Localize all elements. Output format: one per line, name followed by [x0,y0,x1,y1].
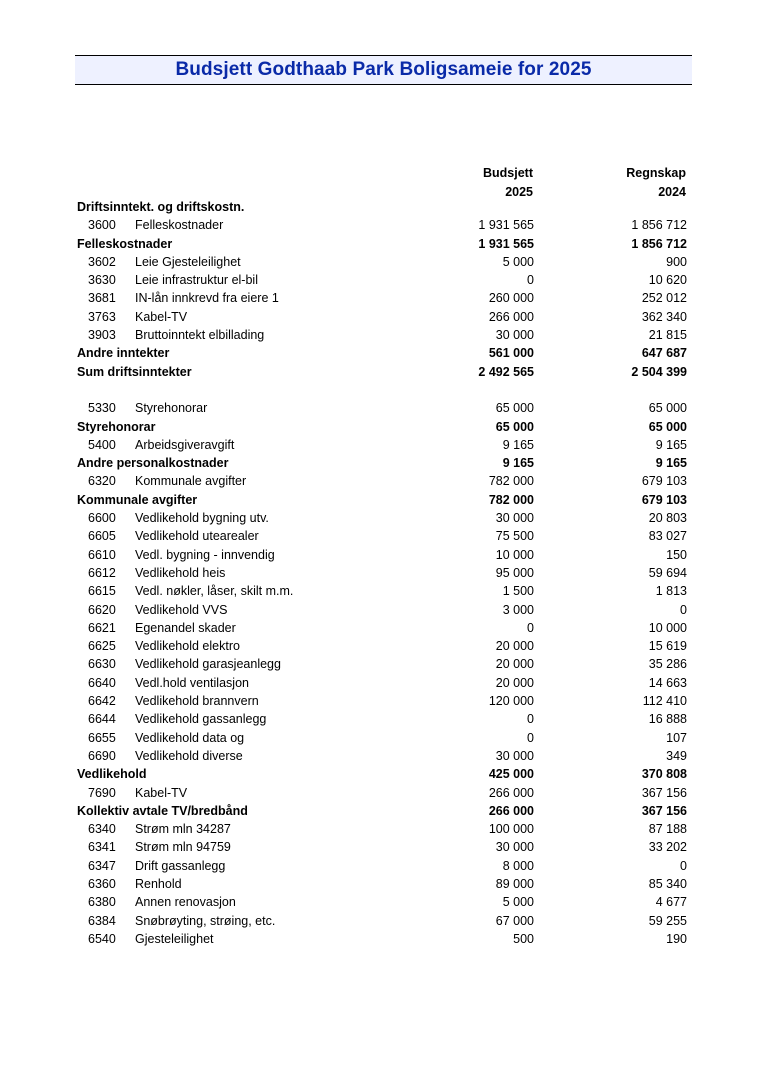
account-label: Felleskostnader [135,218,224,233]
account-label: Vedl. bygning - innvendig [135,547,275,562]
table-row [0,838,769,856]
account-label: Vedlikehold [77,767,147,782]
table-row [0,784,769,802]
table-row [0,692,769,710]
table-row [0,253,769,271]
actual-2024-value: 370 808 [641,767,687,782]
account-label: Styrehonorar [77,419,156,434]
account-label: Vedlikehold utearealer [135,529,259,544]
budget-2025-value: 20 000 [495,675,534,690]
account-label: Andre inntekter [77,346,170,361]
account-code: 6642 [88,694,116,709]
actual-2024-value: 9 165 [655,456,687,471]
account-code: 3681 [88,291,116,306]
account-label: Vedlikehold VVS [135,602,228,617]
account-code: 7690 [88,785,116,800]
table-row [0,820,769,838]
actual-2024-value: 21 815 [648,328,687,343]
account-code: 3763 [88,309,116,324]
account-label: Renhold [135,876,182,891]
account-label: Leie infrastruktur el-bil [135,273,258,288]
account-label: Annen renovasjon [135,895,236,910]
account-label: Vedlikehold heis [135,565,226,580]
account-label: Styrehonorar [135,401,208,416]
account-label: Kommunale avgifter [77,492,198,507]
budget-2025-value: 67 000 [495,913,534,928]
budget-2025-value: 266 000 [488,309,534,324]
actual-2024-value: 647 687 [641,346,687,361]
budget-table [0,198,769,948]
account-code: 6340 [88,822,116,837]
account-label: Sum driftsinntekter [77,364,192,379]
budget-column-label: Budsjett [483,166,533,180]
actual-2024-value: 20 803 [648,511,687,526]
actual-2024-value: 679 103 [641,474,687,489]
account-label: Kabel-TV [135,309,188,324]
actual-2024-value: 150 [666,547,687,562]
budget-2025-value: 5 000 [502,895,534,910]
actual-column-year: 2024 [658,185,686,199]
account-label: Strøm mln 34287 [135,822,231,837]
actual-2024-value: 349 [666,748,687,763]
spacer-row [0,381,769,399]
table-row [0,582,769,600]
actual-2024-value: 367 156 [641,803,687,818]
table-row [0,289,769,307]
account-label: Vedlikehold garasjeanlegg [135,657,281,672]
account-label: Vedlikehold gassanlegg [135,712,267,727]
table-row [0,674,769,692]
subtotal-row [0,491,769,509]
account-code: 3600 [88,218,116,233]
budget-2025-value: 0 [527,620,534,635]
actual-2024-value: 367 156 [641,785,687,800]
table-row [0,747,769,765]
table-row [0,546,769,564]
actual-2024-value: 112 410 [642,694,687,709]
actual-2024-value: 1 813 [655,584,687,599]
account-label: Andre personalkostnader [77,456,229,471]
budget-2025-value: 0 [527,273,534,288]
actual-2024-value: 252 012 [641,291,687,306]
budget-2025-value: 5 000 [502,254,534,269]
budget-2025-value: 500 [513,931,534,946]
account-label: Drift gassanlegg [135,858,226,873]
actual-2024-value: 59 694 [648,565,687,580]
budget-2025-value: 561 000 [488,346,534,361]
actual-2024-value: 35 286 [648,657,687,672]
table-row [0,509,769,527]
budget-2025-value: 95 000 [495,565,534,580]
account-code: 6690 [88,748,116,763]
account-label: Vedlikehold elektro [135,639,240,654]
actual-2024-value: 1 856 712 [631,236,687,251]
account-code: 6600 [88,511,116,526]
account-label: Kollektiv avtale TV/bredbånd [77,803,248,818]
actual-2024-value: 4 677 [655,895,687,910]
account-code: 6341 [88,840,116,855]
account-label: Gjesteleilighet [135,931,214,946]
budget-2025-value: 30 000 [495,328,534,343]
account-code: 6621 [88,620,116,635]
subtotal-row [0,418,769,436]
budget-2025-value: 100 000 [488,822,534,837]
actual-2024-value: 33 202 [648,840,687,855]
account-label: Vedlikehold brannvern [135,694,259,709]
account-label: Vedlikehold bygning utv. [135,511,269,526]
account-label: Bruttoinntekt elbillading [135,328,265,343]
actual-2024-value: 107 [666,730,687,745]
account-code: 6347 [88,858,116,873]
table-row [0,216,769,234]
account-label: Vedl. nøkler, låser, skilt m.m. [135,584,294,599]
actual-2024-value: 1 856 712 [631,218,687,233]
table-row [0,637,769,655]
budget-2025-value: 782 000 [488,492,534,507]
account-label: Strøm mln 94759 [135,840,231,855]
budget-2025-value: 2 492 565 [478,364,534,379]
actual-2024-value: 9 165 [655,437,687,452]
budget-2025-value: 3 000 [502,602,534,617]
account-code: 5330 [88,401,116,416]
actual-2024-value: 900 [666,254,687,269]
budget-2025-value: 266 000 [488,785,534,800]
account-code: 6644 [88,712,116,727]
actual-2024-value: 65 000 [648,401,687,416]
account-label: Egenandel skader [135,620,236,635]
account-label: Vedl.hold ventilasjon [135,675,249,690]
budget-2025-value: 0 [527,730,534,745]
actual-column-header [580,164,686,202]
account-code: 6620 [88,602,116,617]
table-row [0,619,769,637]
account-code: 6360 [88,876,116,891]
subtotal-row [0,802,769,820]
subtotal-row [0,454,769,472]
budget-2025-value: 20 000 [495,639,534,654]
account-label: Driftsinntekt. og driftskostn. [77,200,245,214]
subtotal-row [0,765,769,783]
actual-2024-value: 0 [680,858,687,873]
actual-2024-value: 65 000 [648,419,687,434]
account-code: 6320 [88,474,116,489]
account-code: 5400 [88,437,116,452]
budget-2025-value: 1 500 [502,584,534,599]
table-row [0,564,769,582]
account-code: 6615 [88,584,116,599]
actual-2024-value: 59 255 [648,913,687,928]
budget-column-header [430,164,533,202]
budget-2025-value: 9 165 [502,456,534,471]
page-title: Budsjett Godthaab Park Boligsameie for 2025 [175,59,592,80]
table-row [0,436,769,454]
table-row [0,875,769,893]
table-row [0,912,769,930]
account-code: 6630 [88,657,116,672]
budget-2025-value: 10 000 [495,547,534,562]
account-code: 6605 [88,529,116,544]
account-code: 6610 [88,547,116,562]
actual-2024-value: 16 888 [648,712,687,727]
budget-2025-value: 782 000 [488,474,534,489]
account-label: Kabel-TV [135,785,188,800]
actual-2024-value: 83 027 [648,529,687,544]
table-row [0,399,769,417]
budget-2025-value: 30 000 [495,511,534,526]
account-label: IN-lån innkrevd fra eiere 1 [135,291,279,306]
table-row [0,857,769,875]
budget-column-year: 2025 [505,185,533,199]
account-code: 6655 [88,730,116,745]
budget-2025-value: 65 000 [495,419,534,434]
account-code: 6640 [88,675,116,690]
budget-2025-value: 89 000 [495,876,534,891]
budget-2025-value: 9 165 [502,437,534,452]
table-row [0,729,769,747]
title-banner [75,55,692,85]
actual-2024-value: 87 188 [648,822,687,837]
budget-2025-value: 1 931 565 [478,218,534,233]
budget-2025-value: 65 000 [495,401,534,416]
actual-2024-value: 2 504 399 [631,364,687,379]
budget-2025-value: 8 000 [502,858,534,873]
account-code: 3602 [88,254,116,269]
actual-2024-value: 362 340 [641,309,687,324]
budget-2025-value: 30 000 [495,748,534,763]
account-label: Vedlikehold diverse [135,748,243,763]
table-row [0,326,769,344]
subtotal-row [0,344,769,362]
account-label: Felleskostnader [77,236,173,251]
table-row [0,655,769,673]
account-code: 6612 [88,565,116,580]
account-code: 3630 [88,273,116,288]
table-row [0,527,769,545]
account-label: Snøbrøyting, strøing, etc. [135,913,276,928]
budget-2025-value: 1 931 565 [478,236,534,251]
account-label: Leie Gjesteleilighet [135,254,241,269]
account-label: Kommunale avgifter [135,474,247,489]
account-code: 6384 [88,913,116,928]
budget-2025-value: 266 000 [488,803,534,818]
section-header-row [0,198,769,216]
table-row [0,893,769,911]
account-label: Arbeidsgiveravgift [135,437,235,452]
table-row [0,930,769,948]
table-row [0,601,769,619]
budget-2025-value: 75 500 [495,529,534,544]
actual-column-label: Regnskap [626,166,686,180]
actual-2024-value: 0 [680,602,687,617]
actual-2024-value: 15 619 [648,639,687,654]
account-code: 6540 [88,931,116,946]
budget-2025-value: 20 000 [495,657,534,672]
actual-2024-value: 14 663 [648,675,687,690]
subtotal-row [0,235,769,253]
account-code: 6380 [88,895,116,910]
table-row [0,472,769,490]
subtotal-row [0,363,769,381]
budget-2025-value: 30 000 [495,840,534,855]
table-row [0,710,769,728]
account-code: 3903 [88,328,116,343]
budget-2025-value: 0 [527,712,534,727]
actual-2024-value: 190 [666,931,687,946]
actual-2024-value: 85 340 [648,876,687,891]
budget-2025-value: 425 000 [488,767,534,782]
actual-2024-value: 10 620 [648,273,687,288]
budget-2025-value: 120 000 [488,694,534,709]
budget-2025-value: 260 000 [488,291,534,306]
table-row [0,271,769,289]
account-label: Vedlikehold data og [135,730,245,745]
actual-2024-value: 679 103 [641,492,687,507]
account-code: 6625 [88,639,116,654]
table-row [0,308,769,326]
actual-2024-value: 10 000 [648,620,687,635]
